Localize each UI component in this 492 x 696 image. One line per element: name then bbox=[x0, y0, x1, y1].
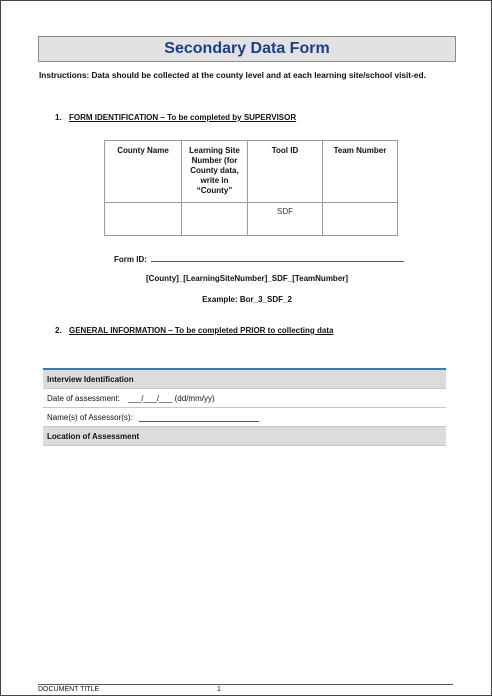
section-2-title: GENERAL INFORMATION – To be completed PRIOR to collecting data bbox=[69, 326, 334, 335]
header-learning-site: Learning Site Number (for County data, write in “County” bbox=[182, 141, 248, 203]
form-id-input-line[interactable] bbox=[151, 253, 404, 262]
section-2-heading bbox=[55, 326, 333, 335]
date-input[interactable]: ___/___/___ (dd/mm/yy) bbox=[127, 393, 215, 403]
table-row bbox=[105, 203, 398, 236]
form-identification-table bbox=[104, 140, 398, 236]
form-title: Secondary Data Form bbox=[164, 40, 330, 57]
form-id-field bbox=[114, 253, 404, 264]
date-label: Date of assessment: bbox=[47, 393, 120, 403]
general-info-table bbox=[43, 368, 446, 446]
footer-doc-title: DOCUMENT TITLE bbox=[38, 686, 100, 693]
date-of-assessment-row bbox=[43, 389, 446, 408]
instructions-text: Instructions: Data should be collected at the county level and at each learning site/school visit-ed. bbox=[39, 70, 426, 80]
assessors-label: Name(s) of Assessor(s): bbox=[47, 412, 133, 422]
cell-team-number[interactable] bbox=[323, 203, 398, 236]
form-id-label: Form ID: bbox=[114, 255, 147, 264]
header-tool-id: Tool ID bbox=[248, 141, 323, 203]
form-id-format: [County]_[LearningSiteNumber]_SDF_[TeamNumber] bbox=[145, 274, 349, 283]
header-team-number: Team Number bbox=[323, 141, 398, 203]
title-banner bbox=[38, 36, 456, 62]
footer-page-number: 1 bbox=[217, 686, 221, 693]
page-footer bbox=[38, 684, 453, 693]
header-county-name: County Name bbox=[105, 141, 182, 203]
section-1-heading bbox=[55, 113, 296, 122]
location-of-assessment-heading: Location of Assessment bbox=[43, 427, 446, 446]
assessors-input-line[interactable] bbox=[139, 413, 259, 422]
form-id-example: Example: Bor_3_SDF_2 bbox=[202, 295, 292, 304]
assessors-row bbox=[43, 408, 446, 427]
cell-county-name[interactable] bbox=[105, 203, 182, 236]
table-header-row bbox=[105, 141, 398, 203]
cell-tool-id: SDF bbox=[248, 203, 323, 236]
section-1-title: FORM IDENTIFICATION – To be completed by SUPERVISOR bbox=[69, 113, 297, 122]
section-2-number: 2. bbox=[55, 326, 62, 335]
cell-learning-site[interactable] bbox=[182, 203, 248, 236]
section-1-number: 1. bbox=[55, 113, 62, 122]
interview-identification-heading: Interview Identification bbox=[43, 370, 446, 389]
